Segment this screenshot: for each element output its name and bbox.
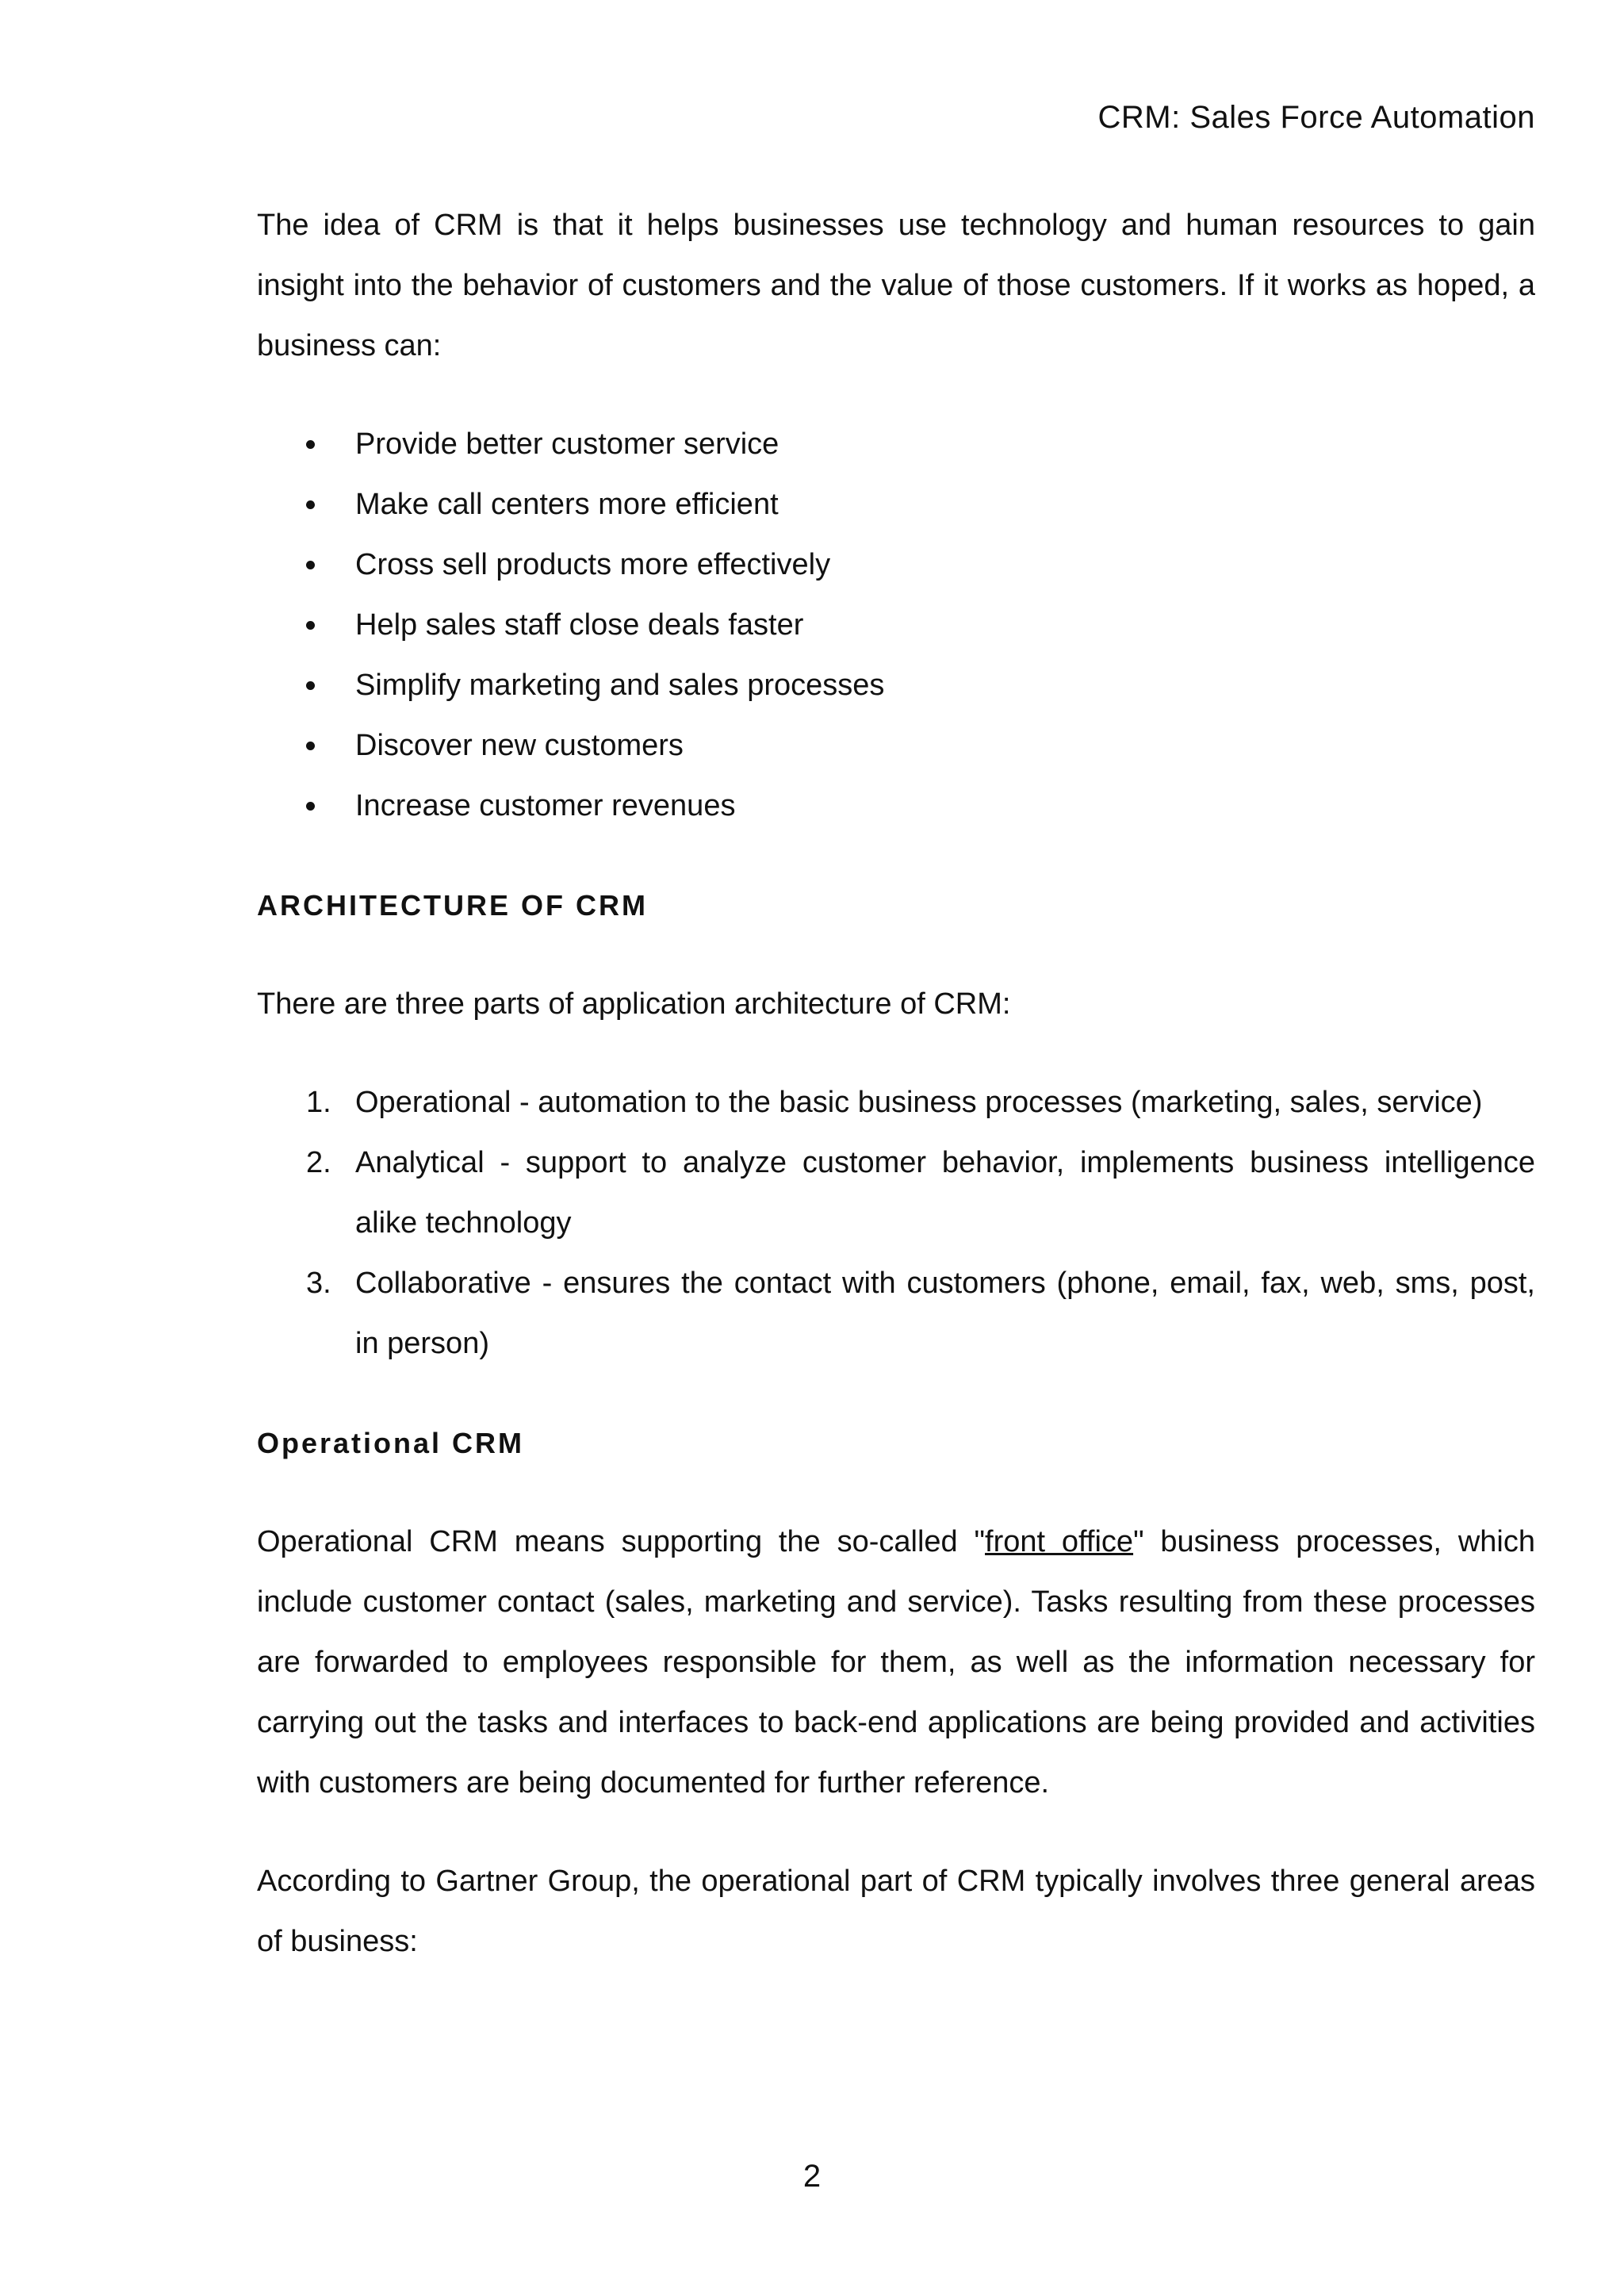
list-item [257,1133,1535,1253]
bullet-icon [306,681,315,690]
list-item [257,474,1535,535]
list-item [257,776,1535,836]
bullet-icon [306,561,315,569]
bullet-icon [306,500,315,509]
paragraph-text: " business processes, which include customer contact (sales, marketing and service). Tasks resulting from these processes are forwarded to employees responsible for them, as well as the information necessary for carrying out the tasks and interfaces to back-end applications are being provided and activities with customers are being documented for further reference. [257,1525,1535,1800]
list-item [257,1253,1535,1374]
list-item-text: Make call centers more efficient [355,488,779,521]
list-number: 1. [306,1086,331,1119]
paragraph-text: Operational CRM means supporting the so-called " [257,1525,986,1558]
list-item [257,595,1535,655]
bullet-icon [306,621,315,630]
list-item-text: Collaborative - ensures the contact with customers (phone, email, fax, web, sms, post, in person) [355,1267,1535,1360]
list-item-text: Provide better customer service [355,427,779,461]
list-item [257,414,1535,474]
list-item-text: Simplify marketing and sales processes [355,669,885,702]
bullet-icon [306,440,315,449]
bullet-icon [306,742,315,750]
intro-paragraph: The idea of CRM is that it helps businesses use technology and human resources to gain insight into the behavior of customers and the value of those customers. If it works as hoped, a business can: [257,209,1535,362]
list-item [257,655,1535,715]
front-office-link[interactable]: front office [985,1525,1134,1558]
operational-crm-heading: Operational CRM [257,1427,525,1459]
list-item [257,535,1535,595]
architecture-heading: ARCHITECTURE OF CRM [257,889,648,922]
list-number: 2. [306,1146,331,1179]
gartner-paragraph: According to Gartner Group, the operational part of CRM typically involves three general areas of business: [257,1865,1535,1958]
page-header-title: CRM: Sales Force Automation [1097,100,1535,135]
architecture-list [257,1072,1535,1374]
list-item-text: Cross sell products more effectively [355,548,831,581]
list-item-text: Help sales staff close deals faster [355,608,804,642]
list-number: 3. [306,1267,331,1300]
list-item-text: Discover new customers [355,729,684,762]
operational-crm-paragraph [257,1512,1535,1813]
list-item-text: Operational - automation to the basic business processes (marketing, sales, service) [355,1086,1483,1119]
list-item [257,715,1535,776]
architecture-intro: There are three parts of application architecture of CRM: [257,987,1011,1021]
benefits-list [257,414,1535,836]
bullet-icon [306,802,315,811]
page-number: 2 [802,2159,822,2194]
list-item-text: Analytical - support to analyze customer behavior, implements business intelligence alike technology [355,1146,1535,1240]
list-item-text: Increase customer revenues [355,789,736,822]
list-item [257,1072,1535,1133]
document-body [257,195,1535,1972]
